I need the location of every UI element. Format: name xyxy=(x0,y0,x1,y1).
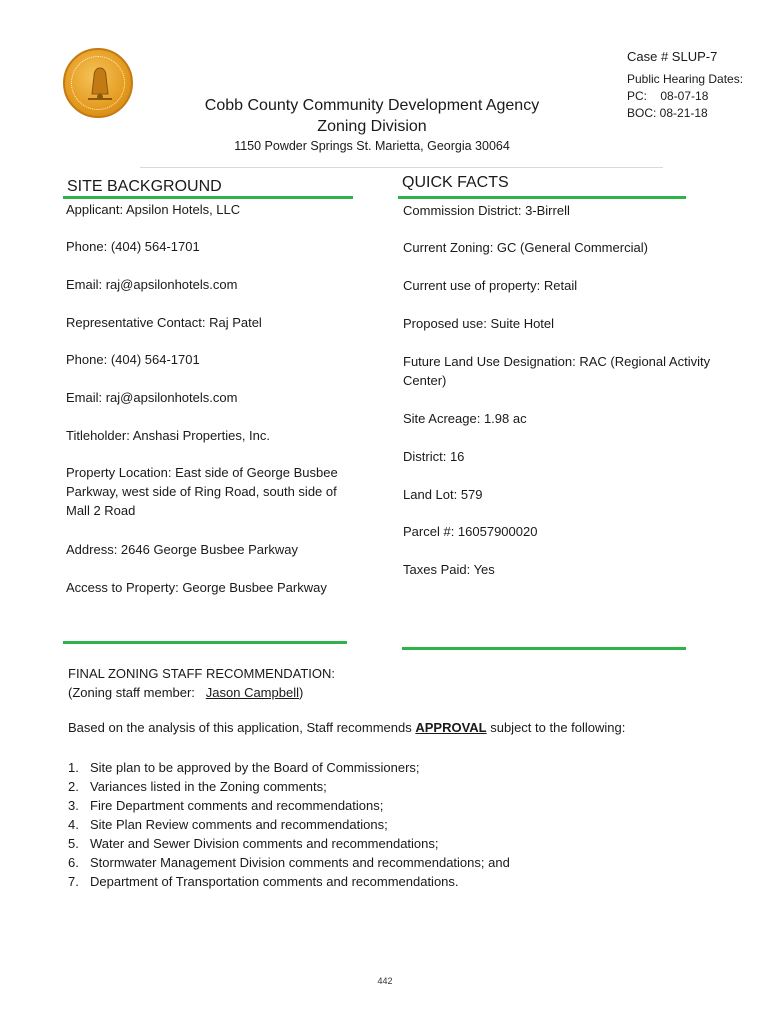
staff-member-prefix: (Zoning staff member: xyxy=(68,685,206,700)
district: District: 16 xyxy=(403,449,465,464)
site-acreage: Site Acreage: 1.98 ac xyxy=(403,411,527,426)
county-seal-icon xyxy=(63,48,133,118)
condition-text: Site Plan Review comments and recommendations; xyxy=(90,817,388,832)
case-number: Case # SLUP-7 xyxy=(627,49,718,64)
page-number: 442 xyxy=(377,976,393,986)
titleholder: Titleholder: Anshasi Properties, Inc. xyxy=(66,428,271,443)
hearing-pc: PC: 08-07-18 xyxy=(627,89,709,103)
taxes-paid: Taxes Paid: Yes xyxy=(403,562,495,577)
condition-number: 2. xyxy=(68,779,79,794)
property-location xyxy=(66,463,356,520)
agency-line-2: Zoning Division xyxy=(317,118,427,135)
condition-number: 3. xyxy=(68,798,79,813)
condition-item xyxy=(68,853,510,872)
statement-prefix: Based on the analysis of this application, Staff recommends xyxy=(68,720,416,735)
recommendation-heading: FINAL ZONING STAFF RECOMMENDATION: xyxy=(68,666,335,681)
condition-item xyxy=(68,834,510,853)
approval-label: APPROVAL xyxy=(415,720,487,735)
staff-member-name: Jason Campbell xyxy=(205,685,299,700)
quick-facts-title: QUICK FACTS xyxy=(402,174,509,191)
condition-text: Site plan to be approved by the Board of Commissioners; xyxy=(90,760,420,775)
property-location-line-1: Property Location: East side of George Busbee xyxy=(66,465,338,480)
commission-district: Commission District: 3-Birrell xyxy=(403,203,570,218)
recommendation-statement xyxy=(68,720,625,735)
condition-text: Variances listed in the Zoning comments; xyxy=(90,779,327,794)
future-land-use-line-1: Future Land Use Designation: RAC (Regional Activity xyxy=(403,354,711,369)
site-background-bottom-rule xyxy=(63,641,347,644)
condition-item xyxy=(68,758,510,777)
condition-number: 4. xyxy=(68,817,79,832)
property-location-line-2: Parkway, west side of Ring Road, south side of xyxy=(66,484,337,499)
current-use: Current use of property: Retail xyxy=(403,278,578,293)
applicant-email: Email: raj@apsilonhotels.com xyxy=(66,277,238,292)
parcel-number: Parcel #: 16057900020 xyxy=(403,524,538,539)
condition-item xyxy=(68,815,510,834)
condition-text: Fire Department comments and recommendations; xyxy=(90,798,384,813)
condition-item xyxy=(68,796,510,815)
statement-suffix: subject to the following: xyxy=(486,720,626,735)
future-land-use-line-2: Center) xyxy=(403,373,447,388)
applicant: Applicant: Apsilon Hotels, LLC xyxy=(66,202,241,217)
conditions-list xyxy=(68,758,510,891)
future-land-use xyxy=(403,352,743,390)
representative-phone: Phone: (404) 564-1701 xyxy=(66,352,200,367)
hearing-title: Public Hearing Dates: xyxy=(627,72,744,86)
agency-address: 1150 Powder Springs St. Marietta, Georgia 30064 xyxy=(234,139,510,153)
property-location-line-3: Mall 2 Road xyxy=(66,503,136,518)
site-background-title: SITE BACKGROUND xyxy=(67,178,222,195)
condition-number: 7. xyxy=(68,874,79,889)
condition-text: Stormwater Management Division comments and recommendations; and xyxy=(90,855,510,870)
hearing-boc: BOC: 08-21-18 xyxy=(627,106,708,120)
condition-number: 5. xyxy=(68,836,79,851)
condition-number: 6. xyxy=(68,855,79,870)
site-background-rule xyxy=(63,196,353,199)
staff-recommendation xyxy=(68,664,335,702)
quick-facts-bottom-rule xyxy=(402,647,686,650)
applicant-phone: Phone: (404) 564-1701 xyxy=(66,239,200,254)
condition-item xyxy=(68,872,510,891)
agency-name xyxy=(200,95,544,137)
agency-line-1: Cobb County Community Development Agency xyxy=(204,97,540,114)
condition-number: 1. xyxy=(68,760,79,775)
property-access: Access to Property: George Busbee Parkway xyxy=(66,580,327,595)
land-lot: Land Lot: 579 xyxy=(403,487,483,502)
condition-text: Water and Sewer Division comments and recommendations; xyxy=(90,836,439,851)
current-zoning: Current Zoning: GC (General Commercial) xyxy=(403,240,648,255)
condition-text: Department of Transportation comments and recommendations. xyxy=(90,874,459,889)
proposed-use: Proposed use: Suite Hotel xyxy=(403,316,555,331)
header-divider xyxy=(140,167,663,168)
hearing-dates xyxy=(627,71,743,122)
representative-contact: Representative Contact: Raj Patel xyxy=(66,315,262,330)
property-address: Address: 2646 George Busbee Parkway xyxy=(66,542,298,557)
staff-member-suffix: ) xyxy=(298,685,304,700)
representative-email: Email: raj@apsilonhotels.com xyxy=(66,390,238,405)
staff-member-line xyxy=(68,683,335,702)
quick-facts-rule xyxy=(398,196,686,199)
condition-item xyxy=(68,777,510,796)
